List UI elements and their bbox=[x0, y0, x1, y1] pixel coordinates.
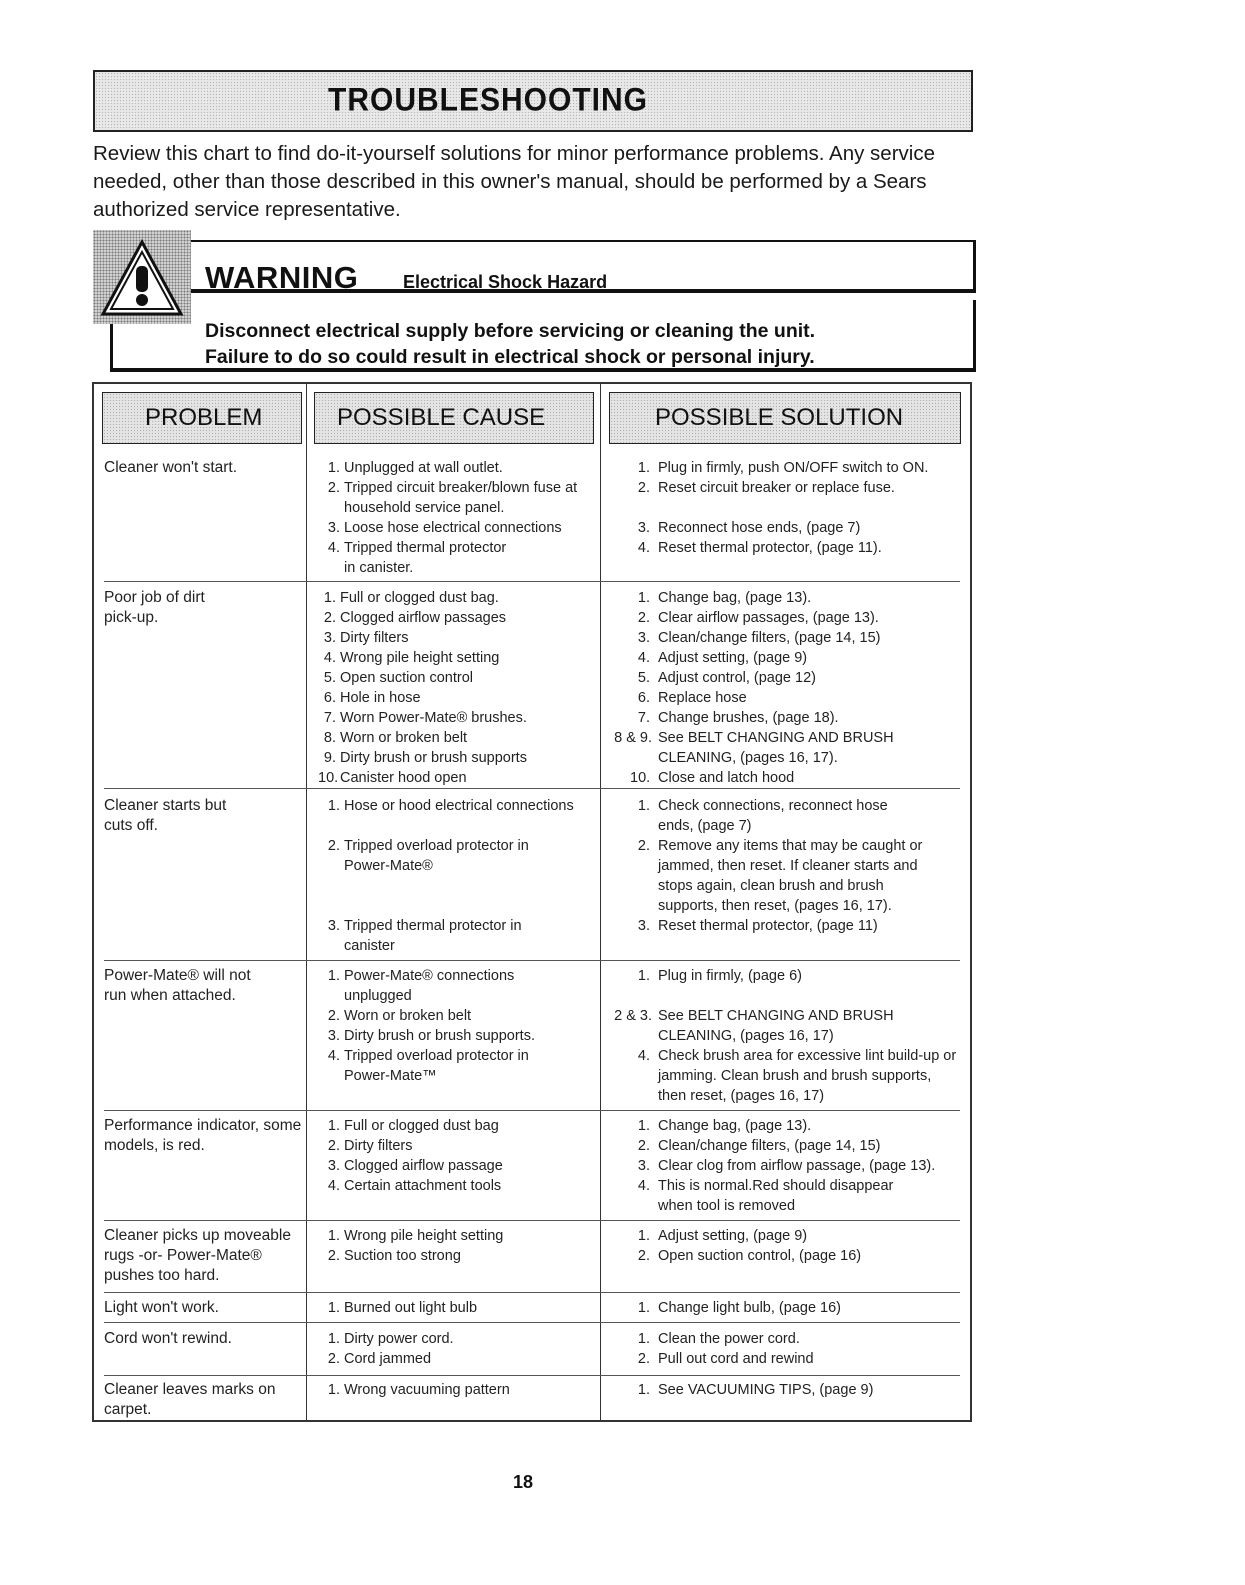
solution-cell bbox=[632, 1298, 952, 1318]
cause-cell bbox=[322, 1116, 597, 1196]
list-item: 2. Reset circuit breaker or replace fuse. bbox=[637, 480, 895, 496]
list-item: 1. Wrong pile height setting bbox=[327, 1228, 504, 1244]
problem-cell: Light won't work. bbox=[104, 1299, 219, 1316]
list-item: 1. Adjust setting, (page 9) bbox=[637, 1228, 808, 1244]
list-item: 2 & 3. See BELT CHANGING AND BRUSH CLEANING, (pages 16, 17) bbox=[614, 1008, 894, 1044]
row-divider bbox=[104, 1220, 960, 1221]
warning-line-2: Failure to do so could result in electrical shock or personal injury. bbox=[205, 346, 815, 368]
list-item: 1. Plug in firmly, push ON/OFF switch to ON. bbox=[637, 460, 929, 476]
list-item: 3. Clear clog from airflow passage, (page 13). bbox=[637, 1158, 936, 1174]
row-divider bbox=[104, 581, 960, 582]
list-item: 3. Reconnect hose ends, (page 7) bbox=[637, 520, 861, 536]
cause-cell bbox=[322, 1298, 597, 1318]
list-item: 2. Cord jammed bbox=[327, 1351, 432, 1367]
list-item: 4. Tripped thermal protector in canister. bbox=[327, 540, 507, 576]
cause-cell bbox=[322, 796, 597, 956]
problem-cell: Cleaner leaves marks on carpet. bbox=[104, 1381, 276, 1418]
solution-cell bbox=[614, 588, 932, 788]
list-item: 2. Open suction control, (page 16) bbox=[637, 1248, 862, 1264]
intro-paragraph: Review this chart to find do-it-yourself solutions for minor performance problems. Any service needed, other than those described in this owner's manual, should be performed by a Sears authorized service representative. bbox=[93, 142, 935, 221]
warning-triangle-icon bbox=[93, 230, 191, 324]
list-item: 1. Clean the power cord. bbox=[637, 1331, 800, 1347]
warning-line-1: Disconnect electrical supply before servicing or cleaning the unit. bbox=[205, 320, 816, 342]
list-item: 1. Plug in firmly, (page 6) bbox=[637, 968, 802, 984]
solution-cell bbox=[632, 1116, 957, 1216]
list-item: 3. Dirty filters bbox=[323, 630, 409, 646]
solution-cell bbox=[632, 1226, 952, 1266]
cause-cell bbox=[322, 966, 597, 1086]
list-item: 4. Check brush area for excessive lint build-up or jamming. Clean brush and brush supports, then reset, (pages 16, 17) bbox=[637, 1048, 957, 1104]
solution-cell bbox=[614, 966, 957, 1106]
list-item: 2. Remove any items that may be caught or jammed, then reset. If cleaner starts and stops again, clean brush and brush supports, then reset, (pages 16, 17). bbox=[637, 838, 923, 914]
list-item: 1. Unplugged at wall outlet. bbox=[327, 460, 503, 476]
cause-cell bbox=[322, 1226, 597, 1266]
list-item: 4. Wrong pile height setting bbox=[323, 650, 500, 666]
row-divider bbox=[104, 1110, 960, 1111]
list-item: 8 & 9. See BELT CHANGING AND BRUSH CLEANING, (pages 16, 17). bbox=[614, 730, 894, 766]
list-item: 3. Reset thermal protector, (page 11) bbox=[637, 918, 878, 934]
list-item: 4. This is normal.Red should disappear when tool is removed bbox=[637, 1178, 894, 1214]
list-item: 1. Dirty power cord. bbox=[327, 1331, 454, 1347]
list-item: 1. Hose or hood electrical connections bbox=[327, 798, 574, 814]
problem-cell: Cord won't rewind. bbox=[104, 1330, 232, 1347]
row-divider bbox=[104, 1375, 960, 1376]
list-item: 1. Full or clogged dust bag bbox=[327, 1118, 499, 1134]
list-item: 3. Loose hose electrical connections bbox=[327, 520, 562, 536]
list-item: 2. Dirty filters bbox=[327, 1138, 413, 1154]
column-divider bbox=[600, 382, 601, 1422]
list-item: 1. Change light bulb, (page 16) bbox=[637, 1300, 841, 1316]
solution-cell bbox=[632, 1380, 952, 1400]
list-item: 7. Change brushes, (page 18). bbox=[637, 710, 839, 726]
problem-cell: Cleaner starts but cuts off. bbox=[104, 797, 227, 834]
solution-cell bbox=[632, 796, 942, 936]
list-item: 2. Clean/change filters, (page 14, 15) bbox=[637, 1138, 881, 1154]
solution-cell bbox=[632, 458, 962, 558]
cause-cell bbox=[322, 1380, 597, 1400]
list-item: 4. Reset thermal protector, (page 11). bbox=[637, 540, 882, 556]
problem-cell: Performance indicator, some models, is red. bbox=[104, 1117, 302, 1154]
list-item: 2. Worn or broken belt bbox=[327, 1008, 472, 1024]
list-item: 2. Clogged airflow passages bbox=[323, 610, 507, 626]
list-item: 1. Power-Mate® connections unplugged bbox=[327, 968, 515, 1004]
list-item: 4. Certain attachment tools bbox=[327, 1178, 502, 1194]
list-item: 9. Dirty brush or brush supports bbox=[323, 750, 527, 766]
list-item: 10. Canister hood open bbox=[318, 770, 467, 786]
row-divider bbox=[104, 1322, 960, 1323]
list-item: 2. Pull out cord and rewind bbox=[637, 1351, 814, 1367]
page-number: 18 bbox=[513, 1472, 534, 1492]
list-item: 5. Open suction control bbox=[323, 670, 473, 686]
column-header-solution: POSSIBLE SOLUTION bbox=[609, 392, 961, 444]
problem-cell: Power-Mate® will not run when attached. bbox=[104, 967, 251, 1004]
row-divider bbox=[104, 960, 960, 961]
list-item: 1. Full or clogged dust bag. bbox=[323, 590, 499, 606]
problem-cell: Poor job of dirt pick-up. bbox=[104, 589, 205, 626]
list-item: 1. Check connections, reconnect hose ends, (page 7) bbox=[637, 798, 888, 834]
list-item: 1. Change bag, (page 13). bbox=[637, 1118, 812, 1134]
list-item: 1. See VACUUMING TIPS, (page 9) bbox=[637, 1382, 874, 1398]
list-item: 1. Burned out light bulb bbox=[327, 1300, 478, 1316]
solution-cell bbox=[632, 1329, 952, 1369]
list-item: 2. Clear airflow passages, (page 13). bbox=[637, 610, 879, 626]
list-item: 6. Replace hose bbox=[637, 690, 747, 706]
row-divider bbox=[104, 1292, 960, 1293]
problem-cell: Cleaner picks up moveable rugs -or- Power-Mate® pushes too hard. bbox=[104, 1227, 291, 1284]
column-header-problem: PROBLEM bbox=[102, 392, 302, 444]
list-item: 5. Adjust control, (page 12) bbox=[637, 670, 816, 686]
list-item: 6. Hole in hose bbox=[323, 690, 421, 706]
list-item: 1. Change bag, (page 13). bbox=[637, 590, 812, 606]
warning-title: WARNING bbox=[205, 260, 359, 295]
problem-cell: Cleaner won't start. bbox=[104, 459, 238, 476]
list-item: 3. Clean/change filters, (page 14, 15) bbox=[637, 630, 881, 646]
row-divider bbox=[104, 788, 960, 789]
section-header bbox=[93, 70, 973, 132]
list-item: 3. Tripped thermal protector in canister bbox=[327, 918, 522, 954]
list-item: 2. Tripped circuit breaker/blown fuse at household service panel. bbox=[327, 480, 578, 516]
list-item: 3. Clogged airflow passage bbox=[327, 1158, 503, 1174]
cause-cell bbox=[322, 1329, 597, 1369]
cause-cell bbox=[318, 588, 593, 788]
list-item: 2. Suction too strong bbox=[327, 1248, 461, 1264]
list-item: 10. Close and latch hood bbox=[630, 770, 795, 786]
list-item: 7. Worn Power-Mate® brushes. bbox=[323, 710, 527, 726]
list-item: 4. Tripped overload protector in Power-Mate™ bbox=[327, 1048, 529, 1084]
cause-cell bbox=[322, 458, 597, 578]
column-header-cause: POSSIBLE CAUSE bbox=[314, 392, 594, 444]
list-item: 2. Tripped overload protector in Power-Mate® bbox=[327, 838, 529, 874]
list-item: 8. Worn or broken belt bbox=[323, 730, 468, 746]
list-item: 1. Wrong vacuuming pattern bbox=[327, 1382, 510, 1398]
warning-subtitle: Electrical Shock Hazard bbox=[403, 272, 608, 292]
list-item: 4. Adjust setting, (page 9) bbox=[637, 650, 808, 666]
section-title: TROUBLESHOOTING bbox=[328, 82, 648, 119]
list-item: 3. Dirty brush or brush supports. bbox=[327, 1028, 535, 1044]
